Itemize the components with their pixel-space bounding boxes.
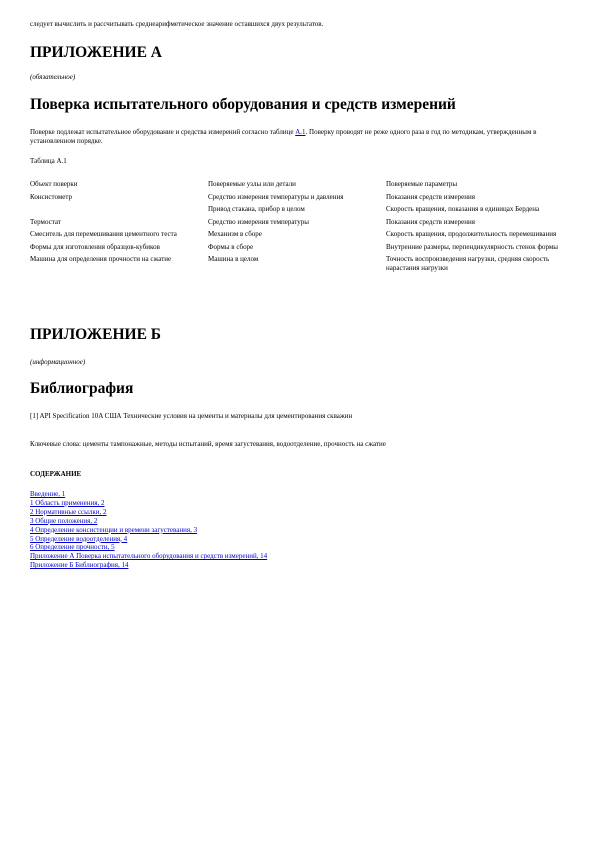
- table-cell: Внутренние размеры, перпендикулярность стенок формы: [386, 242, 559, 251]
- bibliography-reference: [1] API Specification 10A США Технические условия на цементы и материалы для цементирования скважин: [30, 412, 353, 420]
- appendix-b-status: (информационное): [30, 358, 86, 366]
- table-cell: Формы в сборе: [208, 242, 254, 251]
- table-header-row: [30, 180, 570, 193]
- table-cell: Машина в целом: [208, 255, 259, 263]
- table-row: [30, 205, 570, 218]
- table-row: [30, 218, 570, 231]
- toc-link[interactable]: Приложение Б Библиография, 14: [30, 561, 129, 570]
- paragraph-text-before: Поверке подлежат испытательное оборудование и средства измерений согласно таблице: [30, 128, 296, 136]
- toc-link[interactable]: 1 Область применения, 2: [30, 498, 105, 507]
- bibliography-heading: Библиография: [30, 380, 134, 397]
- toc-link[interactable]: Введение, 1: [30, 490, 66, 498]
- intro-line: следует вычислить и рассчитывать среднеарифметическое значение оставшихся двух результатов.: [30, 20, 324, 28]
- table-cell: Средство измерения температуры и давления: [208, 192, 344, 201]
- table-cell: Термостат: [30, 217, 61, 226]
- table-cell: Скорость вращения, продолжительность перемешивания: [386, 230, 557, 238]
- table-cell: Точность воспроизведения нагрузки, средняя скорость нарастания нагрузки: [386, 255, 550, 272]
- table-cell: Средство измерения температуры: [208, 217, 309, 226]
- appendix-b-title: ПРИЛОЖЕНИЕ Б: [30, 326, 162, 343]
- table-cell: Смеситель для перемешивания цементного теста: [30, 230, 177, 238]
- toc-link[interactable]: 2 Нормативные ссылки, 2: [30, 507, 107, 516]
- appendix-a-heading: Поверка испытательного оборудования и средств измерений: [30, 96, 456, 113]
- toc-link[interactable]: 4 Определение консистенции и времени загустевания, 3: [30, 525, 198, 534]
- toc-link[interactable]: 5 Определение водоотделения, 4: [30, 534, 128, 543]
- table-cell: [30, 205, 208, 218]
- equipment-table: [30, 180, 570, 276]
- toc-title: СОДЕРЖАНИЕ: [30, 470, 82, 478]
- table-header-cell: Объект поверки: [30, 180, 78, 188]
- table-a1-link[interactable]: А.1: [295, 128, 306, 136]
- table-caption: Таблица А.1: [30, 157, 67, 165]
- table-cell: Механизм в сборе: [208, 230, 262, 238]
- appendix-a-paragraph: [30, 128, 570, 146]
- table-cell: Показания средств измерения: [386, 217, 475, 226]
- table-of-contents: [30, 490, 267, 570]
- table-row: [30, 243, 570, 256]
- table-header-cell: Поверяемые параметры: [386, 180, 458, 188]
- table-cell: Показания средств измерения: [386, 192, 475, 201]
- toc-link[interactable]: 6 Определение прочности, 5: [30, 543, 115, 552]
- table-row: [30, 193, 570, 206]
- appendix-a-status: (обязательное): [30, 73, 76, 81]
- appendix-a-title: ПРИЛОЖЕНИЕ А: [30, 44, 162, 61]
- table-row: [30, 255, 570, 276]
- table-cell: Машина для определения прочности на сжатие: [30, 255, 172, 263]
- toc-link[interactable]: Приложение А Поверка испытательного оборудования и средств измерений, 14: [30, 552, 268, 561]
- keywords-line: Ключевые слова: цементы тампонажные, методы испытаний, время загустевания, водоотделение, прочность на сжатие: [30, 440, 386, 448]
- table-cell: Скорость вращения, показания в единицах Бердена: [386, 205, 540, 213]
- table-cell: Формы для изготовления образцов-кубиков: [30, 242, 160, 251]
- paragraph-text-after: . Поверку проводят не реже одного раза в год по методикам, утвержденным в установленном порядке.: [30, 128, 537, 145]
- table-cell: Привод стакана, прибор в целом: [208, 205, 305, 213]
- table-header-cell: Поверяемые узлы или детали: [208, 180, 296, 188]
- toc-link[interactable]: 3 Общие положения, 2: [30, 516, 98, 525]
- table-cell: Консистометр: [30, 192, 73, 201]
- table-row: [30, 230, 570, 243]
